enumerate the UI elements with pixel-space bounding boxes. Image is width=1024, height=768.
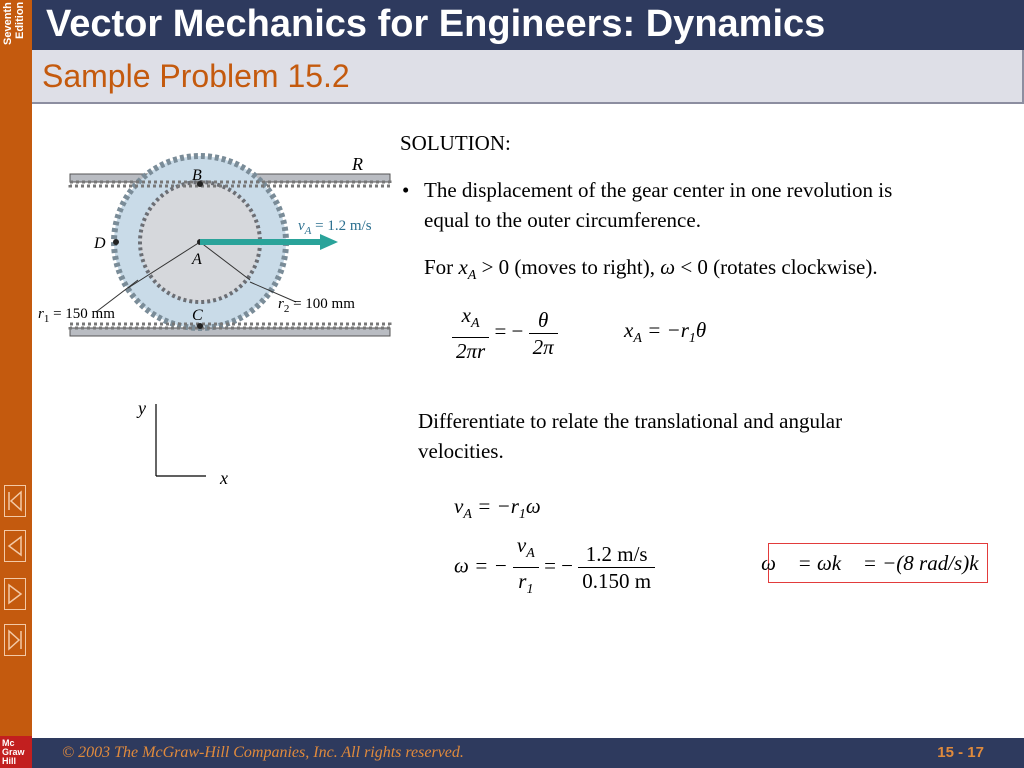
gear-figure xyxy=(40,130,390,495)
page-number: 15 - 17 xyxy=(937,744,984,761)
point-label-a: A xyxy=(192,251,202,268)
subheader-bar xyxy=(32,50,1024,104)
angular-velocity-result: ω⃗ = ωk⃗ = −(8 rad/s)k⃗ xyxy=(761,550,995,575)
copyright-text: © 2003 The McGraw-Hill Companies, Inc. All rights reserved. xyxy=(62,744,464,761)
point-label-d: D xyxy=(94,235,106,252)
previous-slide-icon xyxy=(7,535,23,557)
next-slide-icon xyxy=(7,583,23,605)
point-label-c: C xyxy=(192,307,203,324)
y-axis-label: y xyxy=(138,398,146,418)
header-bar xyxy=(32,0,1024,50)
previous-slide-button[interactable] xyxy=(4,530,26,562)
r2-label: $r_2 = 100$ mm xyxy=(278,296,355,315)
footer-bar xyxy=(32,738,1024,768)
velocity-equation: $v_A = -r_1\omega$ xyxy=(454,494,541,522)
solution-line-1: The displacement of the gear center in one revolution is xyxy=(424,178,893,202)
edition-label: Seventh Edition xyxy=(2,2,26,45)
differentiate-line-2: velocities. xyxy=(418,439,504,463)
direction-condition: For $x_A > 0$ (moves to right), ω < 0 (rotates clockwise). xyxy=(424,255,878,283)
angular-velocity-equation: ω = − $\frac{v_A}{r_1}$ = − $\frac{1.2 m/s}{0.150 m}$ xyxy=(454,532,655,603)
solution-line-2: equal to the outer circumference. xyxy=(424,208,701,232)
result-box xyxy=(761,543,995,583)
r1-label: $r_1 = 150$ mm xyxy=(38,306,115,325)
rack-label-r: R xyxy=(352,154,363,174)
gear-diagram xyxy=(40,130,390,490)
velocity-label: $v_A = 1.2$ m/s xyxy=(298,218,372,237)
slide-title: Sample Problem 15.2 xyxy=(42,58,350,94)
publisher-logo: Mc Graw Hill xyxy=(0,736,32,768)
sidebar xyxy=(0,0,32,768)
first-slide-icon xyxy=(7,490,23,512)
solution-heading: SOLUTION: xyxy=(400,131,511,155)
course-title: Vector Mechanics for Engineers: Dynamics xyxy=(46,3,826,45)
last-slide-icon xyxy=(7,629,23,651)
differentiate-line-1: Differentiate to relate the translational and angular xyxy=(418,409,843,433)
next-slide-button[interactable] xyxy=(4,578,26,610)
displacement-equation: $\frac{x_A}{2\pi r}$ = − $\frac{\theta}{2\pi}$ xyxy=(452,302,558,364)
displacement-result: $x_A = -r_1\theta$ xyxy=(624,318,707,346)
point-label-b: B xyxy=(192,167,202,184)
last-slide-button[interactable] xyxy=(4,624,26,656)
bullet-marker: • xyxy=(402,178,410,202)
first-slide-button[interactable] xyxy=(4,485,26,517)
x-axis-label: x xyxy=(220,468,228,488)
